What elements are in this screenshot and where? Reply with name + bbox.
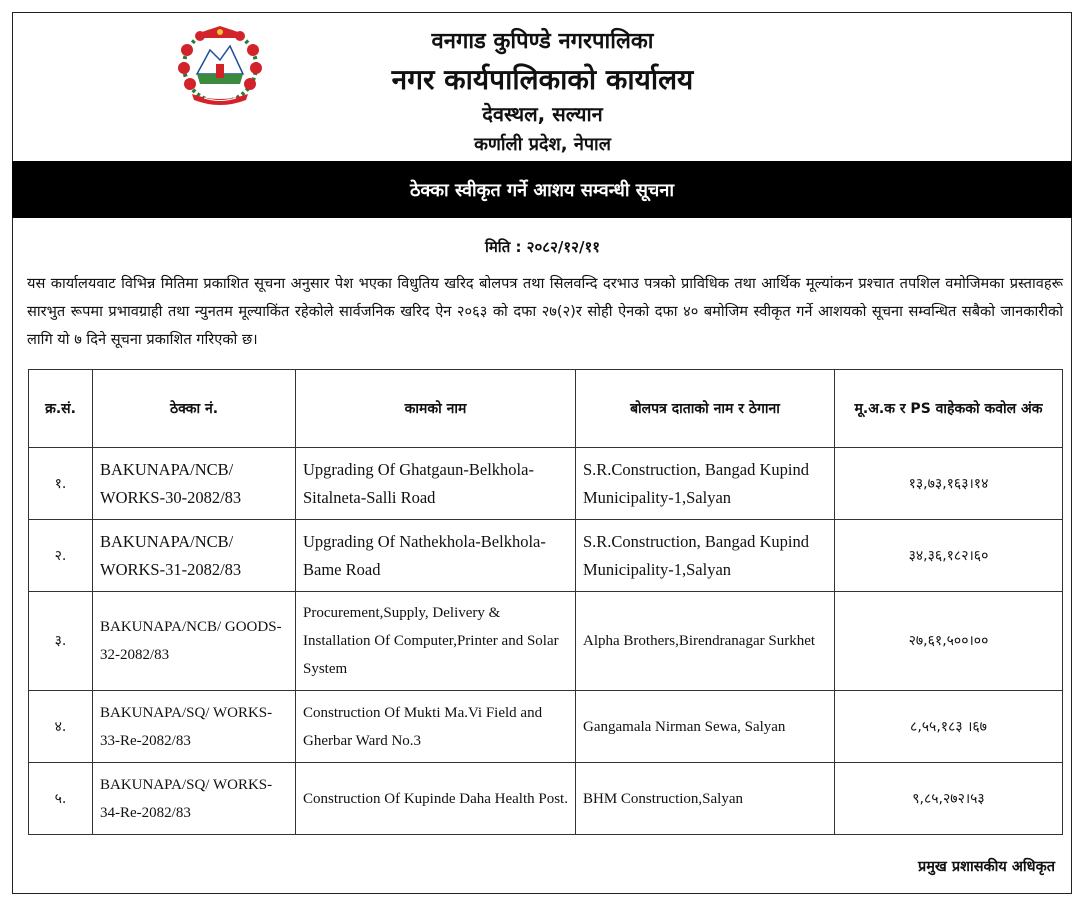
- cell-work-name: Construction Of Kupinde Daha Health Post.: [296, 763, 576, 835]
- notice-paragraph: यस कार्यालयवाट विभिन्न मितिमा प्रकाशित सूचना अनुसार पेश भएका विधुतिय खरिद बोलपत्र तथा सिलवन्दि दरभाउ पत्रको प्राविधिक तथा आर्थिक मूल्यांकन प्रश्चात तपशिल वमोजिमका प्रस्तावहरू सारभुत रूपमा प्रभावग्राही तथा न्युनतम मूल्याकिंत रहेकोले सार्वजनिक खरिद ऐन २०६३ को दफा २७(२)र सोही ऐनको दफा ४० बमोजिम स्वीकृत गर्ने आशयको सूचना सम्वन्धित सबैको जानकारीको लागि यो ७ दिने सूचना प्रकाशित गरिएको छ।: [27, 275, 1063, 348]
- cell-work-name: Upgrading Of Ghatgaun-Belkhola-Sitalneta-Salli Road: [296, 448, 576, 520]
- cell-contract-no: BAKUNAPA/SQ/ WORKS-33-Re-2082/83: [93, 691, 296, 763]
- cell-contract-no: BAKUNAPA/NCB/ WORKS-31-2082/83: [93, 520, 296, 592]
- table-header-row: [29, 370, 1063, 448]
- cell-sn: ५.: [29, 763, 93, 835]
- cell-sn: ३.: [29, 592, 93, 691]
- header-amount: मू.अ.क र PS वाहेकको कवोल अंक: [835, 370, 1063, 448]
- cell-amount: ३४,३६,१८२।६०: [835, 520, 1063, 592]
- table-row: [29, 520, 1063, 592]
- province-country: कर्णाली प्रदेश, नेपाल: [474, 134, 611, 155]
- cell-contract-no: BAKUNAPA/NCB/ WORKS-30-2082/83: [93, 448, 296, 520]
- cell-sn: १.: [29, 448, 93, 520]
- table-row: [29, 691, 1063, 763]
- cell-work-name: Construction Of Mukti Ma.Vi Field and Gherbar Ward No.3: [296, 691, 576, 763]
- cell-sn: ४.: [29, 691, 93, 763]
- table-row: [29, 763, 1063, 835]
- notice-title-banner: [12, 161, 1072, 218]
- header-sn: क्र.सं.: [29, 370, 93, 448]
- cell-contract-no: BAKUNAPA/NCB/ GOODS-32-2082/83: [93, 592, 296, 691]
- office-location: देवस्थल, सल्यान: [482, 102, 603, 126]
- cell-contract-no: BAKUNAPA/SQ/ WORKS-34-Re-2082/83: [93, 763, 296, 835]
- contract-table: [28, 369, 1063, 835]
- notice-date: मिति : २०८२/१२/११: [484, 238, 601, 256]
- header-contract-no: ठेक्का नं.: [93, 370, 296, 448]
- cell-bidder: Gangamala Nirman Sewa, Salyan: [576, 691, 835, 763]
- header-bidder: बोलपत्र दाताको नाम र ठेगाना: [576, 370, 835, 448]
- cell-sn: २.: [29, 520, 93, 592]
- municipality-name: वनगाड कुपिण्डे नगरपालिका: [431, 29, 654, 54]
- table-row: [29, 592, 1063, 691]
- cell-amount: ८,५५,१८३ ।६७: [835, 691, 1063, 763]
- signatory-title: प्रमुख प्रशासकीय अधिकृत: [918, 859, 1055, 875]
- notice-title: ठेक्का स्वीकृत गर्ने आशय सम्वन्धी सूचना: [409, 179, 675, 201]
- office-title: नगर कार्यपालिकाको कार्यालय: [391, 63, 694, 96]
- cell-bidder: S.R.Construction, Bangad Kupind Municipality-1,Salyan: [576, 520, 835, 592]
- cell-amount: २७,६१,५००।००: [835, 592, 1063, 691]
- cell-bidder: BHM Construction,Salyan: [576, 763, 835, 835]
- table-row: [29, 448, 1063, 520]
- header-work-name: कामको नाम: [296, 370, 576, 448]
- cell-amount: १३,७३,१६३।१४: [835, 448, 1063, 520]
- cell-work-name: Procurement,Supply, Delivery & Installation Of Computer,Printer and Solar System: [296, 592, 576, 691]
- cell-bidder: S.R.Construction, Bangad Kupind Municipality-1,Salyan: [576, 448, 835, 520]
- cell-bidder: Alpha Brothers,Birendranagar Surkhet: [576, 592, 835, 691]
- cell-amount: ९,८५,२७२।५३: [835, 763, 1063, 835]
- cell-work-name: Upgrading Of Nathekhola-Belkhola-Bame Road: [296, 520, 576, 592]
